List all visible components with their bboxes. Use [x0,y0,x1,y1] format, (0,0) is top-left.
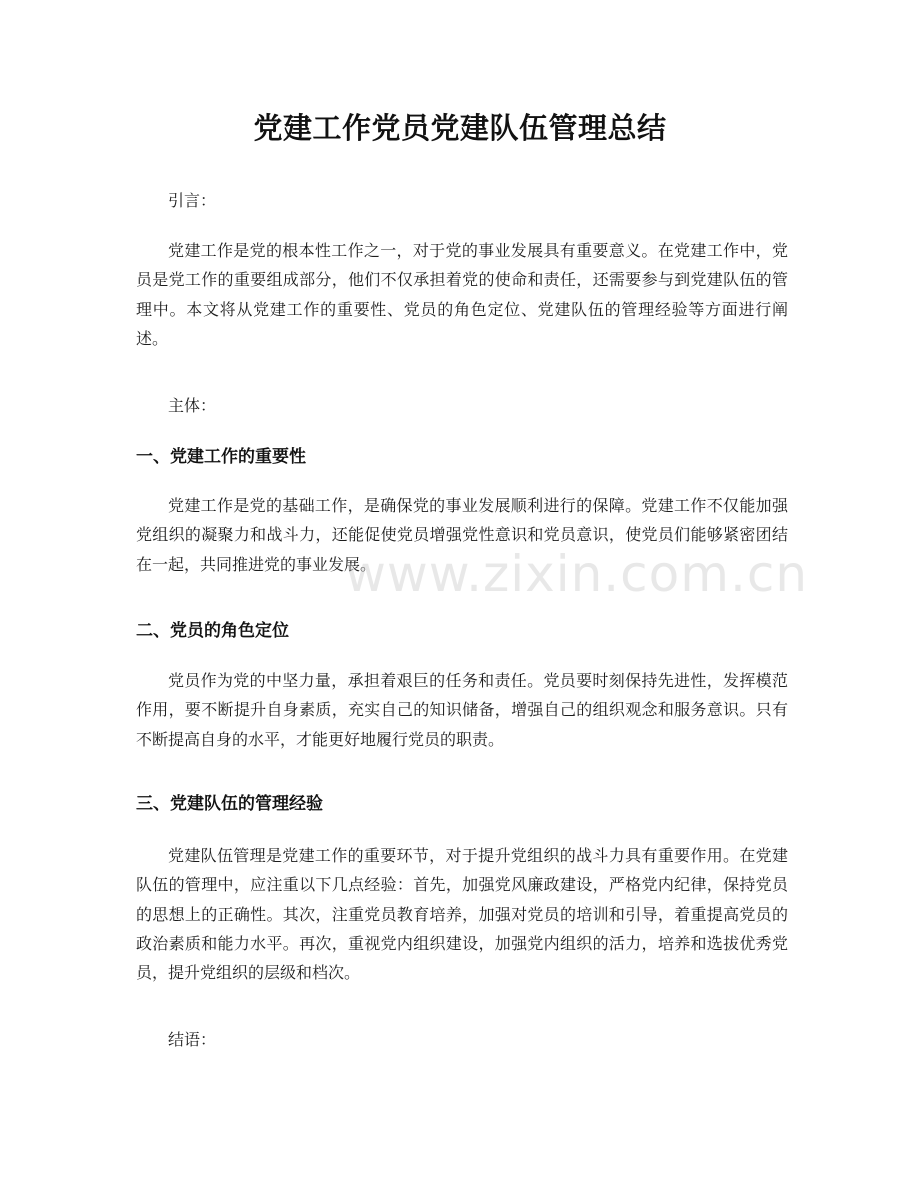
section-1-paragraph: 党建工作是党的基础工作，是确保党的事业发展顺利进行的保障。党建工作不仅能加强党组织的凝聚力和战斗力，还能促使党员增强党性意识和党员意识，使党员们能够紧密团结在一起，共同推进党的事业发展。 [136,496,788,574]
section-1-heading: 一、党建工作的重要性 [136,447,306,467]
section-3-heading: 三、党建队伍的管理经验 [136,794,323,814]
body-label: 主体： [168,396,217,415]
section-2-heading: 二、党员的角色定位 [136,621,289,641]
document-title: 党建工作党员党建队伍管理总结 [253,111,667,145]
section-2-paragraph: 党员作为党的中坚力量，承担着艰巨的任务和责任。党员要时刻保持先进性，发挥模范作用，要不断提升自身素质，充实自己的知识储备，增强自己的组织观念和服务意识。只有不断提高自身的水平，才能更好地履行党员的职责。 [136,671,788,749]
watermark: www.zixin.com.cn [345,545,809,603]
intro-label: 引言： [168,191,217,210]
intro-paragraph: 党建工作是党的根本性工作之一，对于党的事业发展具有重要意义。在党建工作中，党员是党工作的重要组成部分，他们不仅承担着党的使命和责任，还需要参与到党建队伍的管理中。本文将从党建工作的重要性、党员的角色定位、党建队伍的管理经验等方面进行阐述。 [136,241,788,348]
section-3-paragraph: 党建队伍管理是党建工作的重要环节，对于提升党组织的战斗力具有重要作用。在党建队伍的管理中，应注重以下几点经验：首先，加强党风廉政建设，严格党内纪律，保持党员的思想上的正确性。其次，注重党员教育培养，加强对党员的培训和引导，着重提高党员的政治素质和能力水平。再次，重视党内组织建设，加强党内组织的活力，培养和选拔优秀党员，提升党组织的层级和档次。 [136,846,788,983]
conclusion-label: 结语： [168,1030,217,1049]
